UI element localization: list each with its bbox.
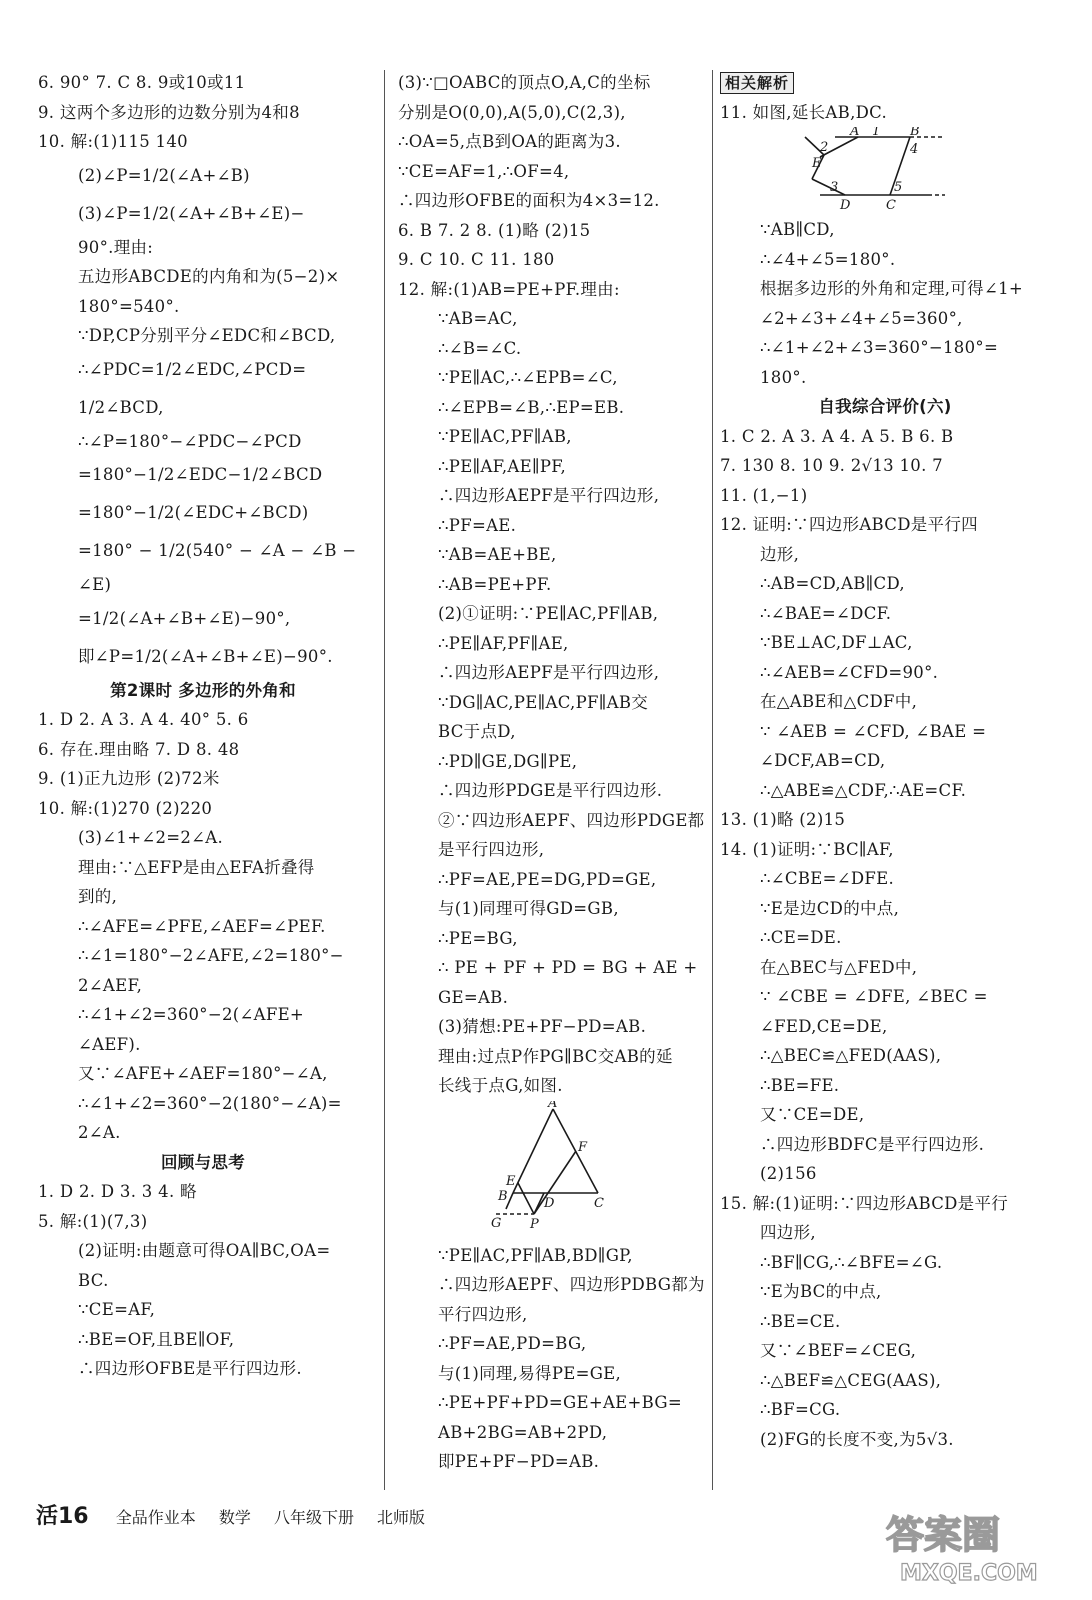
text-line: ∴PE+PF+PD=GE+AE+BG=: [438, 1393, 682, 1412]
text-line: 即PE+PF−PD=AB.: [438, 1452, 600, 1471]
text-line: ②∵四边形AEPF、四边形PDGE都: [438, 810, 705, 830]
text-line: ∴AB=CD,AB∥CD,: [760, 574, 905, 593]
text-line: ∵E为BC的中点,: [760, 1282, 882, 1301]
text-line: 6. B 7. 2 8. (1)略 (2)15: [398, 220, 591, 240]
text-line: ∴BE=OF,且BE∥OF,: [78, 1329, 235, 1349]
figure-polygon-exterior-angles: [720, 127, 1050, 215]
text-line: 边形,: [760, 544, 800, 564]
text-line: 与(1)同理可得GD=GB,: [438, 899, 619, 918]
column-2: [398, 68, 714, 1477]
text-line: AB+2BG=AB+2PD,: [438, 1422, 608, 1442]
book-title: 全品作业本: [115, 1508, 196, 1527]
angle-label-5: 5: [894, 180, 903, 195]
text-line: ∴四边形BDFC是平行四边形.: [760, 1134, 985, 1154]
text-line: ∴BF∥CG,∴∠BFE=∠G.: [760, 1252, 943, 1272]
text-line: ∴∠AFE=∠PFE,∠AEF=∠PEF.: [78, 916, 326, 936]
text-line: 9. C 10. C 11. 180: [398, 250, 555, 269]
angle-label-2: 2: [820, 140, 829, 155]
text-line: ∴∠CBE=∠DFE.: [760, 869, 895, 888]
text-line: ∴PE∥AF,PF∥AE,: [438, 633, 569, 653]
point-label-c: C: [886, 198, 896, 213]
text-line: 10. 解:(1)270 (2)220: [38, 798, 213, 818]
text-line: BC于点D,: [438, 722, 516, 741]
point-label-b: B: [910, 127, 920, 139]
column-divider-1: [384, 70, 385, 1490]
point-label-g: G: [491, 1215, 502, 1231]
text-line: ∵DP,CP分别平分∠EDC和∠BCD,: [78, 326, 336, 345]
text-line: ∴∠BAE=∠DCF.: [760, 603, 892, 623]
text-line: 6. 90° 7. C 8. 9或10或11: [38, 73, 246, 92]
text-line: ∵AB∥CD,: [760, 220, 835, 239]
grade: 八年级下册: [273, 1508, 354, 1527]
text-line: ∴PF=AE,PE=DG,PD=GE,: [438, 869, 657, 889]
section-heading: 自我综合评价(六): [818, 397, 952, 416]
text-line: ∴PD∥GE,DG∥PE,: [438, 751, 578, 771]
point-label-b: B: [498, 1188, 508, 1204]
text-line: ∵AB=AE+BE,: [438, 545, 557, 564]
point-label-a: A: [850, 127, 860, 139]
text-line: 在△BEC与△FED中,: [760, 957, 918, 977]
text-line: ∴∠1+∠2=360°−2(180°−∠A)=: [78, 1093, 342, 1113]
text-line: ∵CE=AF=1,∴OF=4,: [398, 161, 570, 181]
polygon-figure: [720, 127, 1050, 215]
text-line: 1. C 2. A 3. A 4. A 5. B 6. B: [720, 426, 954, 446]
point-label-e: E: [506, 1173, 516, 1189]
text-line: 理由:∵△EFP是由△EFA折叠得: [78, 857, 315, 877]
related-analysis-tag: 相关解析: [720, 72, 794, 94]
text-line: 1. D 2. D 3. 3 4. 略: [38, 1182, 197, 1201]
text-line: 2∠AEF,: [78, 975, 143, 995]
text-line: ∵PE∥AC,PF∥AB,BD∥GP,: [438, 1245, 633, 1265]
text-line: 分别是O(0,0),A(5,0),C(2,3),: [398, 102, 626, 122]
text-line: =180°−1/2∠EDC−1/2∠BCD: [78, 465, 323, 484]
text-line: (2)∠P=1/2(∠A+∠B): [78, 165, 250, 185]
text-line: 11. (1,−1): [720, 485, 808, 505]
point-label-d: D: [840, 198, 851, 213]
text-line: ∴四边形OFBE的面积为4×3=12.: [398, 191, 660, 210]
text-line: 平行四边形,: [438, 1304, 528, 1324]
text-line: (2)FG的长度不变,为5√3.: [760, 1429, 954, 1449]
text-line: ∴△ABE≌△CDF,∴AE=CF.: [760, 780, 967, 800]
text-line: 2∠A.: [78, 1123, 121, 1142]
text-line: (2)156: [760, 1164, 817, 1183]
text-line: ∠AEF).: [78, 1034, 141, 1054]
text-line: (2)①证明:∵PE∥AC,PF∥AB,: [438, 604, 659, 623]
text-line: ∵DG∥AC,PE∥AC,PF∥AB交: [438, 692, 649, 712]
triangle-figure: [398, 1101, 714, 1241]
subject: 数学: [218, 1508, 251, 1527]
text-line: (3)∵□OABC的顶点O,A,C的坐标: [398, 73, 651, 92]
text-line: ∵PE∥AC,PF∥AB,: [438, 427, 572, 446]
text-line: 是平行四边形,: [438, 840, 545, 859]
text-line: 9. 这两个多边形的边数分别为4和8: [38, 102, 300, 122]
text-line: 6. 存在.理由略 7. D 8. 48: [38, 739, 240, 759]
text-line: 又∵∠BEF=∠CEG,: [760, 1341, 917, 1360]
point-label-d: D: [544, 1195, 555, 1211]
text-line: 15. 解:(1)证明:∵四边形ABCD是平行: [720, 1193, 1009, 1213]
text-line: =180°−1/2(∠EDC+∠BCD): [78, 503, 309, 522]
text-line: ∴BE=CE.: [760, 1311, 841, 1331]
point-label-f: F: [578, 1139, 588, 1155]
text-line: ∴PF=AE.: [438, 515, 517, 535]
watermark-graphic: [878, 1504, 1068, 1586]
section-heading: 第2课时 多边形的外角和: [110, 680, 296, 700]
point-label-p: P: [530, 1216, 539, 1232]
text-line: 11. 如图,延长AB,DC.: [720, 102, 888, 122]
text-line: 五边形ABCDE的内角和为(5−2)×: [78, 267, 340, 286]
text-line: ∴PE=BG,: [438, 928, 518, 948]
point-label-c: C: [594, 1195, 604, 1211]
text-line: ∴四边形AEPF是平行四边形,: [438, 486, 660, 505]
text-line: =1/2(∠A+∠B+∠E)−90°,: [78, 608, 291, 628]
watermark-url: MXQE.COM: [900, 1561, 1038, 1586]
watermark-logo: [878, 1504, 1068, 1586]
text-line: 14. (1)证明:∵BC∥AF,: [720, 839, 894, 859]
text-line: ∠2+∠3+∠4+∠5=360°,: [760, 308, 963, 328]
text-line: ∴BF=CG.: [760, 1400, 841, 1419]
text-line: GE=AB.: [438, 987, 509, 1007]
text-line: 180°.: [760, 367, 807, 387]
text-line: ∴∠1+∠2=360°−2(∠AFE+: [78, 1005, 305, 1024]
text-line: ∠DCF,AB=CD,: [760, 751, 886, 770]
text-line: =180° − 1/2(540° − ∠A − ∠B −: [78, 541, 357, 560]
text-line: ∴四边形AEPF是平行四边形,: [438, 663, 660, 682]
text-line: ∴PE∥AF,AE∥PF,: [438, 456, 567, 476]
column-3: [720, 68, 1050, 1454]
text-line: 12. 证明:∵四边形ABCD是平行四: [720, 515, 978, 534]
text-line: ∵AB=AC,: [438, 309, 518, 328]
text-line: ∵ ∠CBE = ∠DFE, ∠BEC =: [760, 987, 988, 1006]
text-line: (3)∠P=1/2(∠A+∠B+∠E)−: [78, 203, 305, 223]
text-line: (2)证明:由题意可得OA∥BC,OA=: [78, 1241, 331, 1260]
text-line: ∴BE=FE.: [760, 1075, 840, 1095]
text-line: ∴AB=PE+PF.: [438, 574, 552, 594]
figure-triangle-parallelogram: [398, 1101, 714, 1241]
text-line: 13. (1)略 (2)15: [720, 810, 846, 829]
text-line: 180°=540°.: [78, 296, 180, 316]
text-line: ∴∠AEB=∠CFD=90°.: [760, 662, 939, 682]
text-line: ∴∠EPB=∠B,∴EP=EB.: [438, 397, 625, 417]
text-line: 9. (1)正九边形 (2)72米: [38, 769, 220, 788]
section-tag-line: [720, 68, 1050, 98]
text-line: 又∵∠AFE+∠AEF=180°−∠A,: [78, 1064, 328, 1083]
text-line: 12. 解:(1)AB=PE+PF.理由:: [398, 279, 620, 299]
text-line: 1/2∠BCD,: [78, 397, 164, 417]
text-line: 5. 解:(1)(7,3): [38, 1211, 148, 1231]
text-line: ∴PF=AE,PD=BG,: [438, 1334, 587, 1353]
angle-label-4: 4: [910, 142, 919, 157]
page-number: 活16: [36, 1504, 89, 1529]
text-line: BC.: [78, 1270, 109, 1290]
text-line: ∵ ∠AEB = ∠CFD, ∠BAE =: [760, 721, 987, 741]
point-label-a: A: [548, 1100, 558, 1111]
text-line: 在△ABE和△CDF中,: [760, 692, 918, 711]
text-line: ∠E): [78, 575, 112, 594]
angle-label-3: 3: [830, 180, 839, 195]
text-line: 又∵CE=DE,: [760, 1105, 865, 1124]
text-line: ∴∠4+∠5=180°.: [760, 249, 896, 269]
text-line: ∴∠PDC=1/2∠EDC,∠PCD=: [78, 359, 307, 379]
text-line: ∴四边形OFBE是平行四边形.: [78, 1359, 302, 1378]
watermark-text: 答案圈: [886, 1513, 1001, 1557]
text-line: ∵PE∥AC,∴∠EPB=∠C,: [438, 368, 618, 387]
text-line: ∴四边形AEPF、四边形PDBG都为: [438, 1275, 705, 1294]
text-line: ∴△BEF≌△CEG(AAS),: [760, 1370, 942, 1390]
text-line: 根据多边形的外角和定理,可得∠1+: [760, 279, 1023, 298]
text-line: (3)∠1+∠2=2∠A.: [78, 828, 224, 847]
text-line: ∴四边形PDGE是平行四边形.: [438, 781, 663, 800]
text-line: ∴∠B=∠C.: [438, 338, 522, 358]
text-line: ∵CE=AF,: [78, 1300, 156, 1319]
text-line: 理由:过点P作PG∥BC交AB的延: [438, 1046, 673, 1066]
text-line: 到的,: [78, 887, 118, 906]
text-line: (3)猜想:PE+PF−PD=AB.: [438, 1017, 647, 1036]
text-line: ∴OA=5,点B到OA的距离为3.: [398, 132, 621, 151]
text-line: ∵BE⊥AC,DF⊥AC,: [760, 633, 913, 652]
text-line: ∴∠1=180°−2∠AFE,∠2=180°−: [78, 946, 344, 965]
text-line: ∴∠P=180°−∠PDC−∠PCD: [78, 431, 302, 451]
column-1: [38, 68, 368, 1384]
text-line: 10. 解:(1)115 140: [38, 132, 188, 151]
text-line: 与(1)同理,易得PE=GE,: [438, 1363, 622, 1383]
text-line: ∵E是边CD的中点,: [760, 898, 900, 918]
text-line: 1. D 2. A 3. A 4. 40° 5. 6: [38, 710, 249, 729]
text-line: ∴△BEC≌△FED(AAS),: [760, 1046, 942, 1065]
point-label-e: E: [812, 156, 822, 171]
section-heading: 回顾与思考: [161, 1152, 245, 1172]
edition: 北师版: [377, 1508, 426, 1527]
text-line: ∠FED,CE=DE,: [760, 1016, 888, 1036]
page-footer: [36, 1500, 443, 1534]
angle-label-1: 1: [872, 127, 881, 139]
text-line: 即∠P=1/2(∠A+∠B+∠E)−90°.: [78, 646, 333, 666]
text-line: 7. 130 8. 10 9. 2√13 10. 7: [720, 456, 943, 475]
text-line: 90°.理由:: [78, 237, 154, 257]
text-line: ∴ PE + PF + PD = BG + AE +: [438, 958, 698, 977]
text-line: ∴∠1+∠2+∠3=360°−180°=: [760, 338, 999, 357]
text-line: 长线于点G,如图.: [438, 1076, 563, 1095]
text-line: 四边形,: [760, 1223, 816, 1242]
text-line: ∴CE=DE.: [760, 928, 842, 947]
